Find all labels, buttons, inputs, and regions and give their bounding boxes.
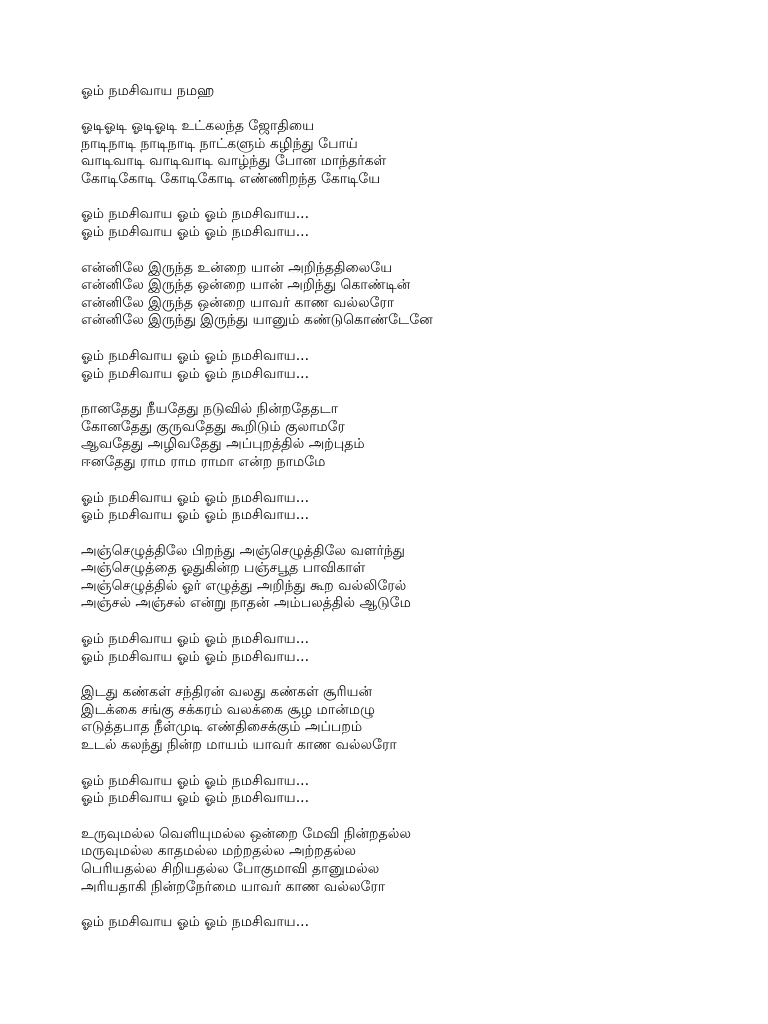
verse-line: அஞ்சல் அஞ்சல் என்று நாதன் அம்பலத்தில் ஆடுமே xyxy=(81,595,411,612)
verse-line: அஞ்செழுத்தை ஓதுகின்ற பஞ்சபூத பாவிகாள் xyxy=(81,560,366,577)
stanza xyxy=(81,914,741,932)
verse-line: ஆவதேது அழிவதேது அப்புறத்தில் அற்புதம் xyxy=(81,436,365,453)
stanza xyxy=(81,401,741,471)
verse-line: ஓம் நமசிவாய ஓம் ஓம் நமசிவாய... xyxy=(81,206,310,223)
verse-line: பெரியதல்ல சிறியதல்ல போகுமாவி தானுமல்ல xyxy=(81,861,380,877)
stanza xyxy=(81,260,741,330)
verse-line: ஓம் நமசிவாய ஓம் ஓம் நமசிவாய... xyxy=(81,790,310,807)
stanza xyxy=(81,684,741,754)
verse-line: ஓம் நமசிவாய ஓம் ஓம் நமசிவாய... xyxy=(81,223,310,240)
verse-line: அஞ்செழுத்தில் ஓர் எழுத்து அறிந்து கூற வல்லிரேல் xyxy=(81,577,407,594)
stanza-list xyxy=(81,118,741,932)
verse-line: எடுத்தபாத நீள்முடி எண்திசைக்கும் அப்பறம் xyxy=(81,719,363,736)
stanza xyxy=(81,631,741,666)
verse-line: இடக்கை சங்கு சக்கரம் வலக்கை சூழ மான்மழு xyxy=(81,701,375,718)
verse-line: உருவுமல்ல வெளியுமல்ல ஒன்றை மேவி நின்றதல்ல xyxy=(81,825,411,842)
stanza xyxy=(81,206,741,241)
verse-line: மருவுமல்ல காதமல்ல மற்றதல்ல அற்றதல்ல xyxy=(81,843,357,860)
verse-line: என்னிலே இருந்த உன்றை யான் அறிந்ததிலையே xyxy=(81,259,393,276)
verse-line: ஓம் நமசிவாய ஓம் ஓம் நமசிவாய... xyxy=(81,914,310,931)
verse-line: நாடிநாடி நாடிநாடி நாட்களும் கழிந்து போய் xyxy=(81,135,358,152)
verse-line: கோனதேது குருவதேது கூறிடும் குலாமரே xyxy=(81,418,345,435)
stanza xyxy=(81,348,741,383)
verse-line: ஓம் நமசிவாய ஓம் ஓம் நமசிவாய... xyxy=(81,347,310,364)
verse-line: அரியதாகி நின்றநேர்மை யாவர் காண வல்லரோ xyxy=(81,878,386,895)
document-title: ஓம் நமசிவாய நமஹ xyxy=(81,83,215,99)
stanza xyxy=(81,490,741,525)
verse-line: அஞ்செழுத்திலே பிறந்து அஞ்செழுத்திலே வளர்ந்து xyxy=(81,542,405,559)
verse-line: ஓம் நமசிவாய ஓம் ஓம் நமசிவாய... xyxy=(81,507,310,524)
verse-line: ஓடிஓடி ஓடிஓடி உட்கலந்த ஜோதியை xyxy=(81,118,315,134)
stanza xyxy=(81,118,741,188)
verse-line: உடல் கலந்து நின்ற மாயம் யாவர் காண வல்லரோ xyxy=(81,737,397,754)
verse-line: கோடிகோடி கோடிகோடி எண்ணிறந்த கோடியே xyxy=(81,170,381,187)
stanza xyxy=(81,543,741,613)
verse-line: என்னிலே இருந்த ஒன்றை யான் அறிந்து கொண்டின் xyxy=(81,277,411,294)
stanza xyxy=(81,773,741,808)
verse-line: ஈனதேது ராம ராம ராமா என்ற நாமமே xyxy=(81,453,326,470)
document-page xyxy=(81,82,741,950)
verse-line: ஓம் நமசிவாய ஓம் ஓம் நமசிவாய... xyxy=(81,772,310,789)
verse-line: ஓம் நமசிவாய ஓம் ஓம் நமசிவாய... xyxy=(81,631,310,648)
verse-line: இடது கண்கள் சந்திரன் வலது கண்கள் சூரியன் xyxy=(81,684,373,701)
verse-line: என்னிலே இருந்து இருந்து யானும் கண்டுகொண்டேனே xyxy=(81,312,433,329)
stanza xyxy=(81,826,741,896)
verse-line: ஓம் நமசிவாய ஓம் ஓம் நமசிவாய... xyxy=(81,648,310,665)
verse-line: வாடிவாடி வாடிவாடி வாழ்ந்து போன மாந்தர்கள் xyxy=(81,153,387,170)
verse-line: ஓம் நமசிவாய ஓம் ஓம் நமசிவாய... xyxy=(81,489,310,506)
verse-line: என்னிலே இருந்த ஒன்றை யாவர் காண வல்லரோ xyxy=(81,294,395,311)
verse-line: ஓம் நமசிவாய ஓம் ஓம் நமசிவாய... xyxy=(81,365,310,382)
verse-line: நானதேது நீயதேது நடுவில் நின்றதேதடா xyxy=(81,401,338,418)
